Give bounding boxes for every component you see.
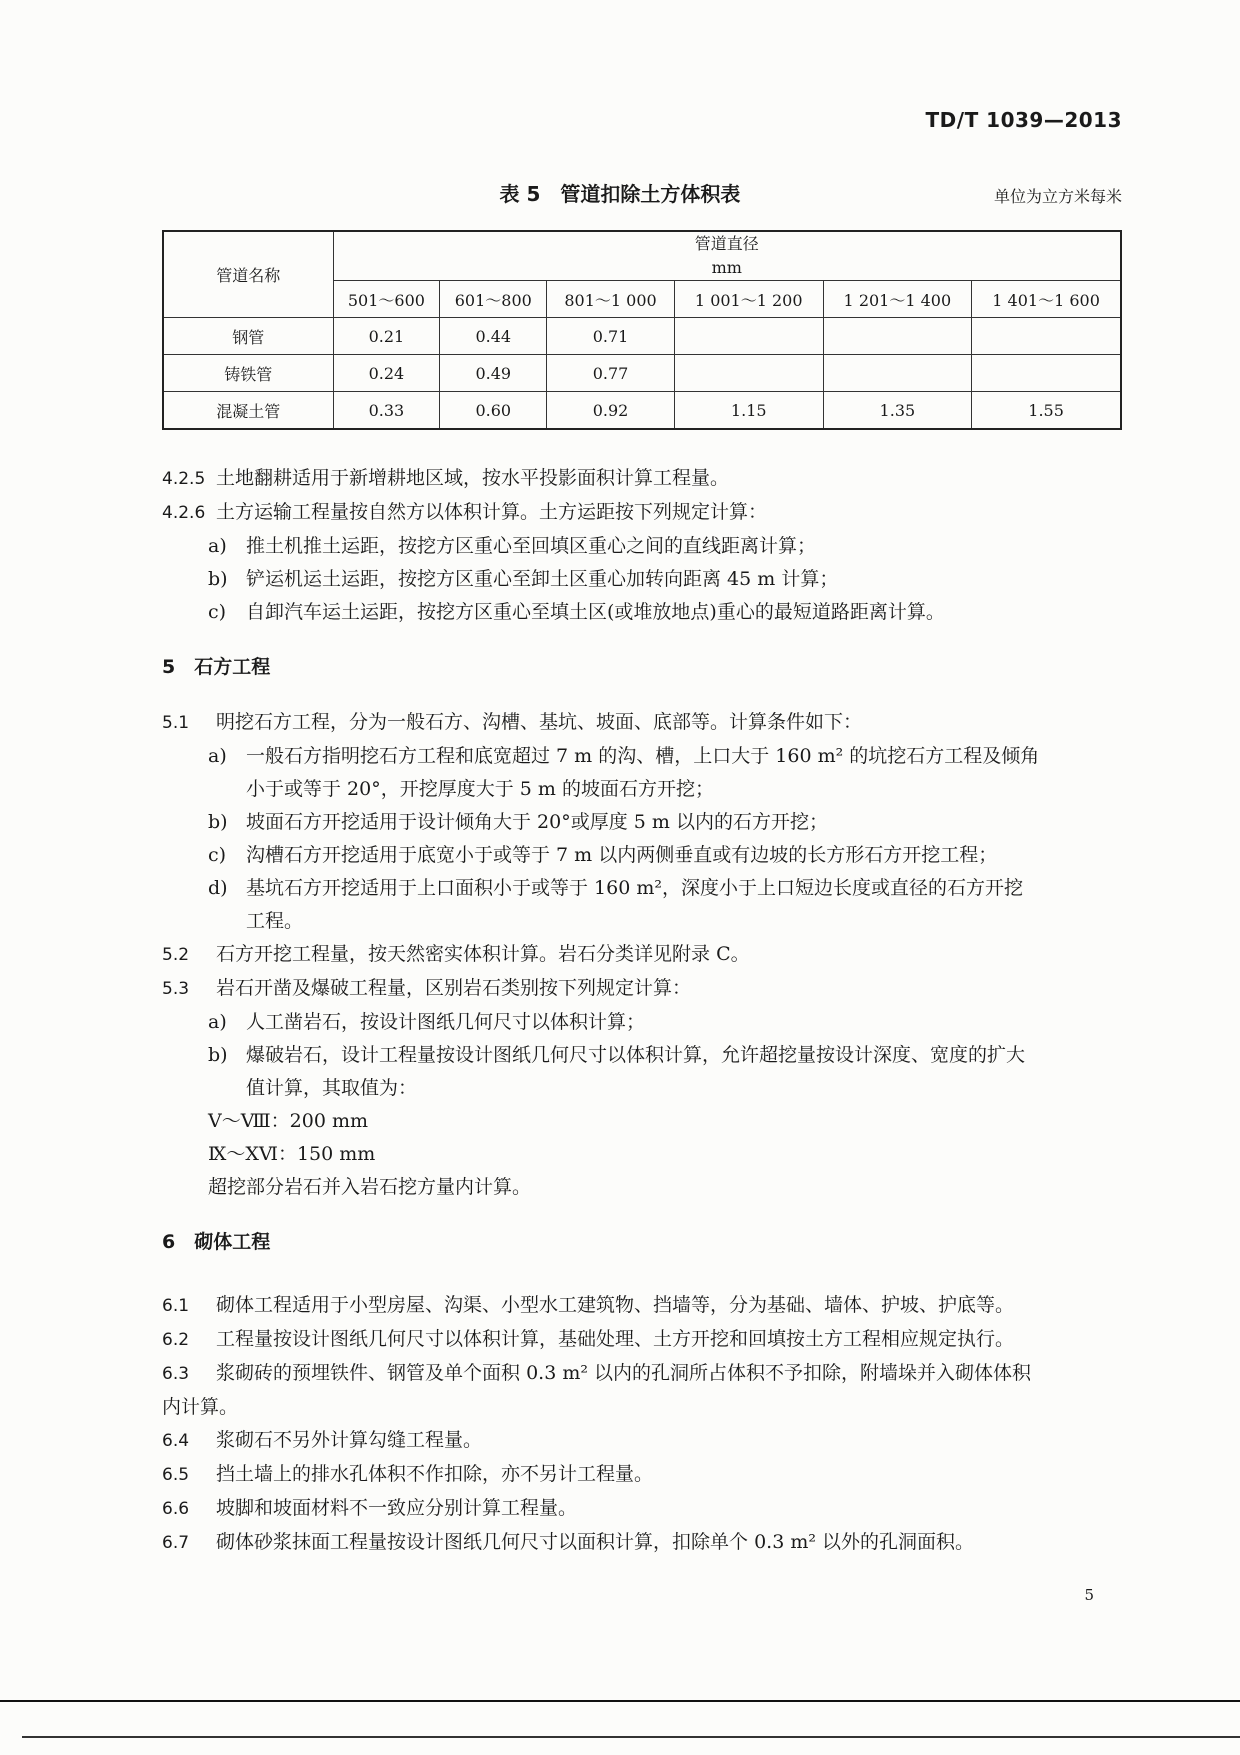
note: 超挖部分岩石并入岩石挖方量内计算。: [208, 1176, 532, 1198]
value-cell: 0.92: [547, 392, 675, 430]
value-cell: [972, 355, 1121, 392]
list-item-continuation: 小于或等于 20°，开挖厚度大于 5 m 的坡面石方开挖；: [246, 778, 714, 800]
section-heading-6: 6 砌体工程: [162, 1231, 271, 1253]
list-item-continuation: 值计算，其取值为：: [246, 1077, 418, 1099]
list-item: c) 自卸汽车运土运距，按挖方区重心至填土区(或堆放地点)重心的最短道路距离计算。: [208, 601, 945, 623]
table-caption: 表 5 管道扣除土方体积表: [499, 182, 741, 206]
clause-6-7: 6.7 砌体砂浆抹面工程量按设计图纸几何尺寸以面积计算，扣除单个 0.3 m² 以外的孔洞面积。: [162, 1531, 975, 1553]
value-cell: [972, 318, 1121, 355]
clause-5-3: 5.3 岩石开凿及爆破工程量，区别岩石类别按下列规定计算：: [162, 977, 692, 999]
value-cell: 1.15: [674, 392, 823, 430]
clause-5-2: 5.2 石方开挖工程量，按天然密实体积计算。岩石分类详见附录 C。: [162, 943, 750, 965]
row-name: 钢管: [163, 318, 333, 355]
row-name: 铸铁管: [163, 355, 333, 392]
table-unit: 单位为立方米每米: [993, 187, 1122, 206]
list-item: b) 铲运机运土运距，按挖方区重心至卸土区重心加转向距离 45 m 计算；: [208, 568, 839, 590]
grade-value: Ⅸ～ⅩⅥ：150 mm: [208, 1143, 376, 1165]
value-cell: [823, 355, 972, 392]
table-row: [163, 355, 1121, 392]
list-item: a) 推土机推土运距，按挖方区重心至回填区重心之间的直线距离计算；: [208, 535, 817, 557]
clause-6-5: 6.5 挡土墙上的排水孔体积不作扣除，亦不另计工程量。: [162, 1463, 654, 1485]
value-cell: [823, 318, 972, 355]
table-header-diameter: [333, 231, 1121, 281]
value-cell: 0.24: [333, 355, 440, 392]
clause-5-1: 5.1 明挖石方工程，分为一般石方、沟槽、基坑、坡面、底部等。计算条件如下：: [162, 711, 863, 733]
diameter-label: 管道直径: [694, 234, 759, 253]
list-item: c) 沟槽石方开挖适用于底宽小于或等于 7 m 以内两侧垂直或有边坡的长方形石方开挖工程；: [208, 844, 998, 866]
row-name: 混凝土管: [163, 392, 333, 430]
pipe-volume-table: [162, 230, 1122, 430]
standard-code: TD/T 1039—2013: [925, 108, 1122, 132]
list-item: b) 爆破岩石，设计工程量按设计图纸几何尺寸以体积计算，允许超挖量按设计深度、宽度的扩大: [208, 1044, 1026, 1066]
clause-4-2-6: 4.2.6 土方运输工程量按自然方以体积计算。土方运距按下列规定计算：: [162, 501, 768, 523]
table-header-row: [163, 231, 1121, 281]
value-cell: [674, 318, 823, 355]
range-cell: 501～600: [333, 281, 440, 318]
range-cell: 1 201～1 400: [823, 281, 972, 318]
body-text: [162, 462, 1122, 1560]
value-cell: 0.33: [333, 392, 440, 430]
scan-edge-line: [0, 1700, 1240, 1702]
diameter-unit: mm: [711, 258, 742, 277]
clause-6-6: 6.6 坡脚和坡面材料不一致应分别计算工程量。: [162, 1497, 578, 1519]
value-cell: 1.55: [972, 392, 1121, 430]
value-cell: 0.71: [547, 318, 675, 355]
range-cell: 1 401～1 600: [972, 281, 1121, 318]
clause-6-4: 6.4 浆砌石不另外计算勾缝工程量。: [162, 1429, 483, 1451]
list-item: a) 一般石方指明挖石方工程和底宽超过 7 m 的沟、槽，上口大于 160 m² 的坑挖石方工程及倾角: [208, 745, 1040, 767]
range-cell: 1 001～1 200: [674, 281, 823, 318]
value-cell: 0.21: [333, 318, 440, 355]
clause-6-3: 6.3 浆砌砖的预埋铁件、钢管及单个面积 0.3 m² 以内的孔洞所占体积不予扣除，附墙垛并入砌体体积: [162, 1362, 1032, 1384]
table-row: [163, 392, 1121, 430]
value-cell: 0.44: [440, 318, 547, 355]
range-cell: 601～800: [440, 281, 547, 318]
list-item: d) 基坑石方开挖适用于上口面积小于或等于 160 m²，深度小于上口短边长度或直径的石方开挖: [208, 877, 1023, 899]
list-item-continuation: 工程。: [246, 910, 304, 932]
clause-6-2: 6.2 工程量按设计图纸几何尺寸以体积计算，基础处理、土方开挖和回填按土方工程相应规定执行。: [162, 1328, 1015, 1350]
clause-6-1: 6.1 砌体工程适用于小型房屋、沟渠、小型水工建筑物、挡墙等，分为基础、墙体、护坡、护底等。: [162, 1294, 1015, 1316]
clause-6-3-continuation: 内计算。: [162, 1396, 239, 1418]
grade-value: Ⅴ～Ⅷ：200 mm: [208, 1110, 368, 1132]
value-cell: 1.35: [823, 392, 972, 430]
range-cell: 801～1 000: [547, 281, 675, 318]
list-item: b) 坡面石方开挖适用于设计倾角大于 20°或厚度 5 m 以内的石方开挖；: [208, 811, 828, 833]
section-heading-5: 5 石方工程: [162, 656, 271, 678]
value-cell: 0.77: [547, 355, 675, 392]
value-cell: 0.49: [440, 355, 547, 392]
table-header-name: 管道名称: [163, 231, 333, 318]
value-cell: [674, 355, 823, 392]
value-cell: 0.60: [440, 392, 547, 430]
page-number: 5: [1084, 1586, 1094, 1604]
list-item: a) 人工凿岩石，按设计图纸几何尺寸以体积计算；: [208, 1011, 646, 1033]
scan-edge-line: [22, 1736, 1240, 1738]
table-row: [163, 318, 1121, 355]
clause-4-2-5: 4.2.5 土地翻耕适用于新增耕地区域，按水平投影面积计算工程量。: [162, 467, 730, 489]
